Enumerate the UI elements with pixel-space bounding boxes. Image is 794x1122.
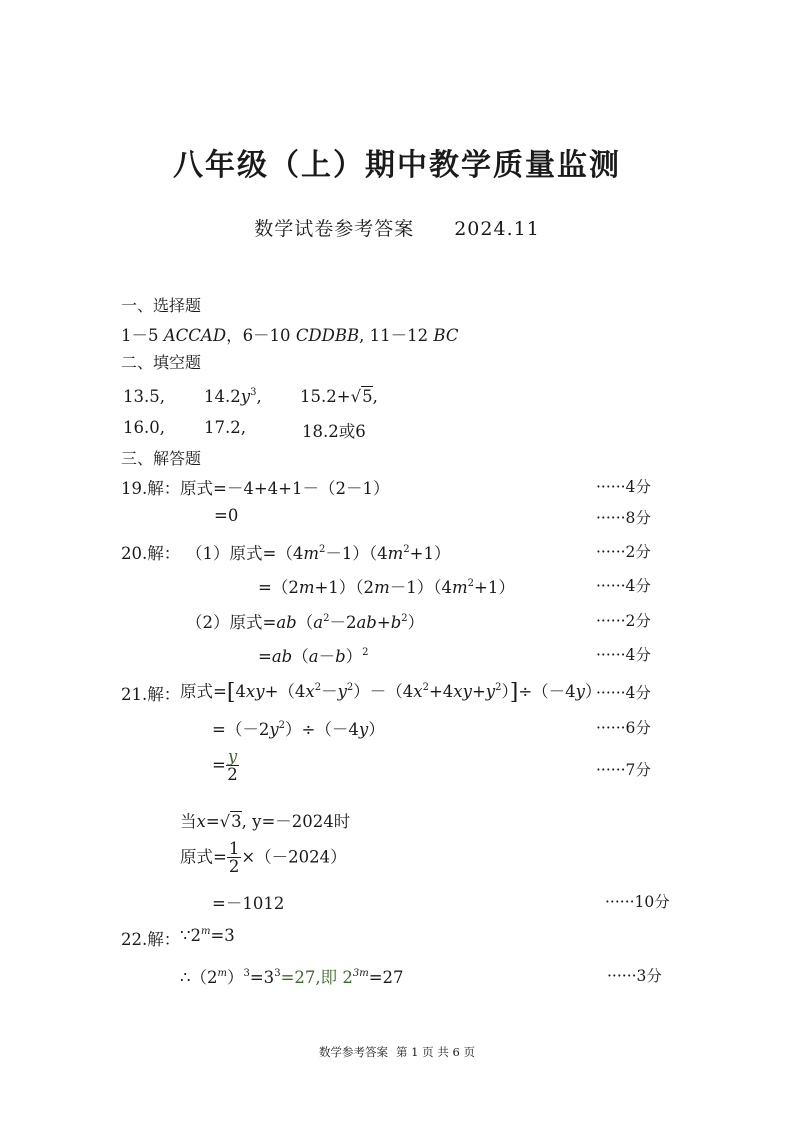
fill-q15: 15.2+√5, — [300, 387, 378, 406]
q19-label: 19.解： — [121, 479, 181, 498]
q22-line-2-exp4: 3m — [352, 968, 369, 979]
choice-range: 1－5 — [121, 326, 159, 345]
q20-part2-line-1: （2）原式$=ab(a^2-2ab+b^2)$ — [186, 613, 425, 632]
page-subtitle — [0, 214, 794, 241]
q20-part2-line-2: $=ab(a-b)^2$ — [258, 647, 369, 666]
fill-q14 — [204, 387, 262, 406]
fill-q18-prefix: 18.2 — [302, 422, 339, 441]
q21-orig: 原式= — [180, 847, 227, 867]
q20-part2-prefix: （2）原式= — [186, 613, 277, 632]
q21-frac-num: y — [227, 747, 238, 766]
q22-line-2-d: =27,即 2 — [280, 968, 353, 987]
q21-fraction — [226, 748, 239, 784]
q21-line-1-div: ÷（－4 — [518, 682, 576, 701]
fill-q15-suffix: , — [372, 387, 378, 406]
q22-line-2 — [180, 964, 404, 988]
q21-line-2-prefix: =（－2 — [212, 720, 270, 739]
q21-when: 当 — [180, 812, 197, 831]
q22-line-2-exp3: 3 — [274, 968, 281, 979]
q21-line-2: $=(-2y^2)\div(-4y)$ — [212, 720, 385, 739]
section-solution-heading: 三、解答题 — [121, 449, 202, 468]
q21-score-3: ······7分 — [596, 761, 651, 779]
q21-result: =－1012 — [212, 894, 285, 913]
q19-score-1: ······4分 — [596, 478, 651, 496]
q21-frac-den: 2 — [227, 765, 238, 785]
section-choice-heading: 一、选择题 — [121, 296, 202, 315]
q22-line-2-b: ） — [226, 968, 244, 987]
q22-line-1 — [180, 926, 235, 945]
q22-line-2-e: =27 — [368, 968, 404, 987]
choice-ans-2: CDDBB — [295, 326, 360, 345]
fill-q18 — [302, 418, 366, 442]
q21-times: ×（－2024） — [241, 847, 347, 867]
q21-score-4: ······10分 — [605, 893, 670, 911]
q21-score-1: ······4分 — [596, 684, 651, 702]
section-fill-heading: 二、填空题 — [121, 353, 202, 372]
q20-part1-line-1: （1）原式$=(4m^2-1)(4m^2+1)$ — [186, 544, 451, 563]
subtitle-date: 2024.11 — [454, 218, 540, 240]
q21-line-1: 原式$=[4xy+(4x^2-y^2)-(4x^2+4xy+y^2)]\div(-4y)$ — [180, 680, 602, 705]
q21-label: 21.解： — [121, 685, 181, 704]
q22-line-1-exp: m — [201, 926, 211, 937]
choice-sep-2: , 11－12 — [359, 326, 434, 345]
q22-score-1: ······3分 — [607, 967, 662, 985]
choice-answers — [121, 322, 458, 346]
fill-q14-var: y — [240, 387, 251, 406]
q22-line-1-b: =3 — [210, 926, 235, 945]
fill-q18-or: 或 — [338, 422, 356, 441]
fill-q17: 17.2, — [204, 418, 246, 437]
q20-score-3: ······2分 — [596, 612, 651, 630]
q21-line-1-close: ） — [584, 682, 602, 701]
q21-score-2: ······6分 — [596, 719, 651, 737]
q20-score-4: ······4分 — [596, 646, 651, 664]
q21-when-line: 当x=√3, y=－2024时 — [180, 812, 351, 831]
q21-line-3-eq: = — [212, 755, 226, 775]
fill-q13: 13.5, — [123, 387, 165, 406]
q21-when-2: , y=－2024时 — [241, 812, 351, 831]
q22-line-2-c: =3 — [249, 968, 275, 987]
q19-score-2: ······8分 — [596, 509, 651, 527]
subtitle-text: 数学试卷参考答案 — [254, 218, 415, 240]
footer-page-number: 第 1 页 共 6 页 — [396, 1045, 475, 1059]
q20-score-2: ······4分 — [596, 577, 651, 595]
q21-line-2-close: ） — [368, 720, 385, 739]
fill-q14-suffix: , — [256, 387, 262, 406]
fill-q18-suffix: 6 — [355, 422, 366, 441]
q21-half-num: 1 — [228, 839, 240, 858]
q22-line-2-a: ∴（2 — [180, 968, 218, 987]
fill-q14-exp: 3 — [250, 387, 257, 398]
q19-line-1: 原式=－4+4+1－（2－1） — [180, 479, 390, 498]
q21-line-1-prefix: 原式= — [180, 682, 227, 701]
choice-sep: ，6－10 — [226, 326, 296, 345]
q22-line-1-a: ∵2 — [180, 926, 201, 945]
q21-substitute-line — [180, 840, 347, 876]
choice-ans-3: BC — [433, 326, 459, 345]
q21-half-fraction — [227, 840, 242, 876]
q22-line-2-exp2: 3 — [243, 968, 250, 979]
q21-line-3 — [212, 748, 239, 784]
q21-line-2-div: ）÷（－4 — [285, 720, 359, 739]
q20-score-1: ······2分 — [596, 543, 651, 561]
q22-label: 22.解： — [121, 930, 181, 949]
q21-half-den: 2 — [228, 857, 240, 877]
q19-line-2: =0 — [214, 506, 239, 525]
fill-q15-prefix: 15.2+ — [300, 387, 351, 406]
q20-label: 20.解： — [121, 544, 181, 563]
choice-ans-1: ACCAD — [163, 326, 227, 345]
q20-part1-line-2: $=(2m+1)(2m-1)(4m^2+1)$ — [258, 578, 515, 597]
page-footer — [0, 1044, 794, 1060]
page-title: 八年级（上）期中教学质量监测 — [173, 148, 621, 183]
fill-q16: 16.0, — [123, 418, 165, 437]
q20-part1-prefix: （1）原式= — [186, 544, 277, 563]
fill-q15-radicand: 5 — [362, 387, 373, 406]
q22-line-2-exp: m — [217, 968, 227, 979]
fill-q14-prefix: 14.2 — [204, 387, 241, 406]
footer-name: 数学参考答案 — [319, 1045, 389, 1059]
